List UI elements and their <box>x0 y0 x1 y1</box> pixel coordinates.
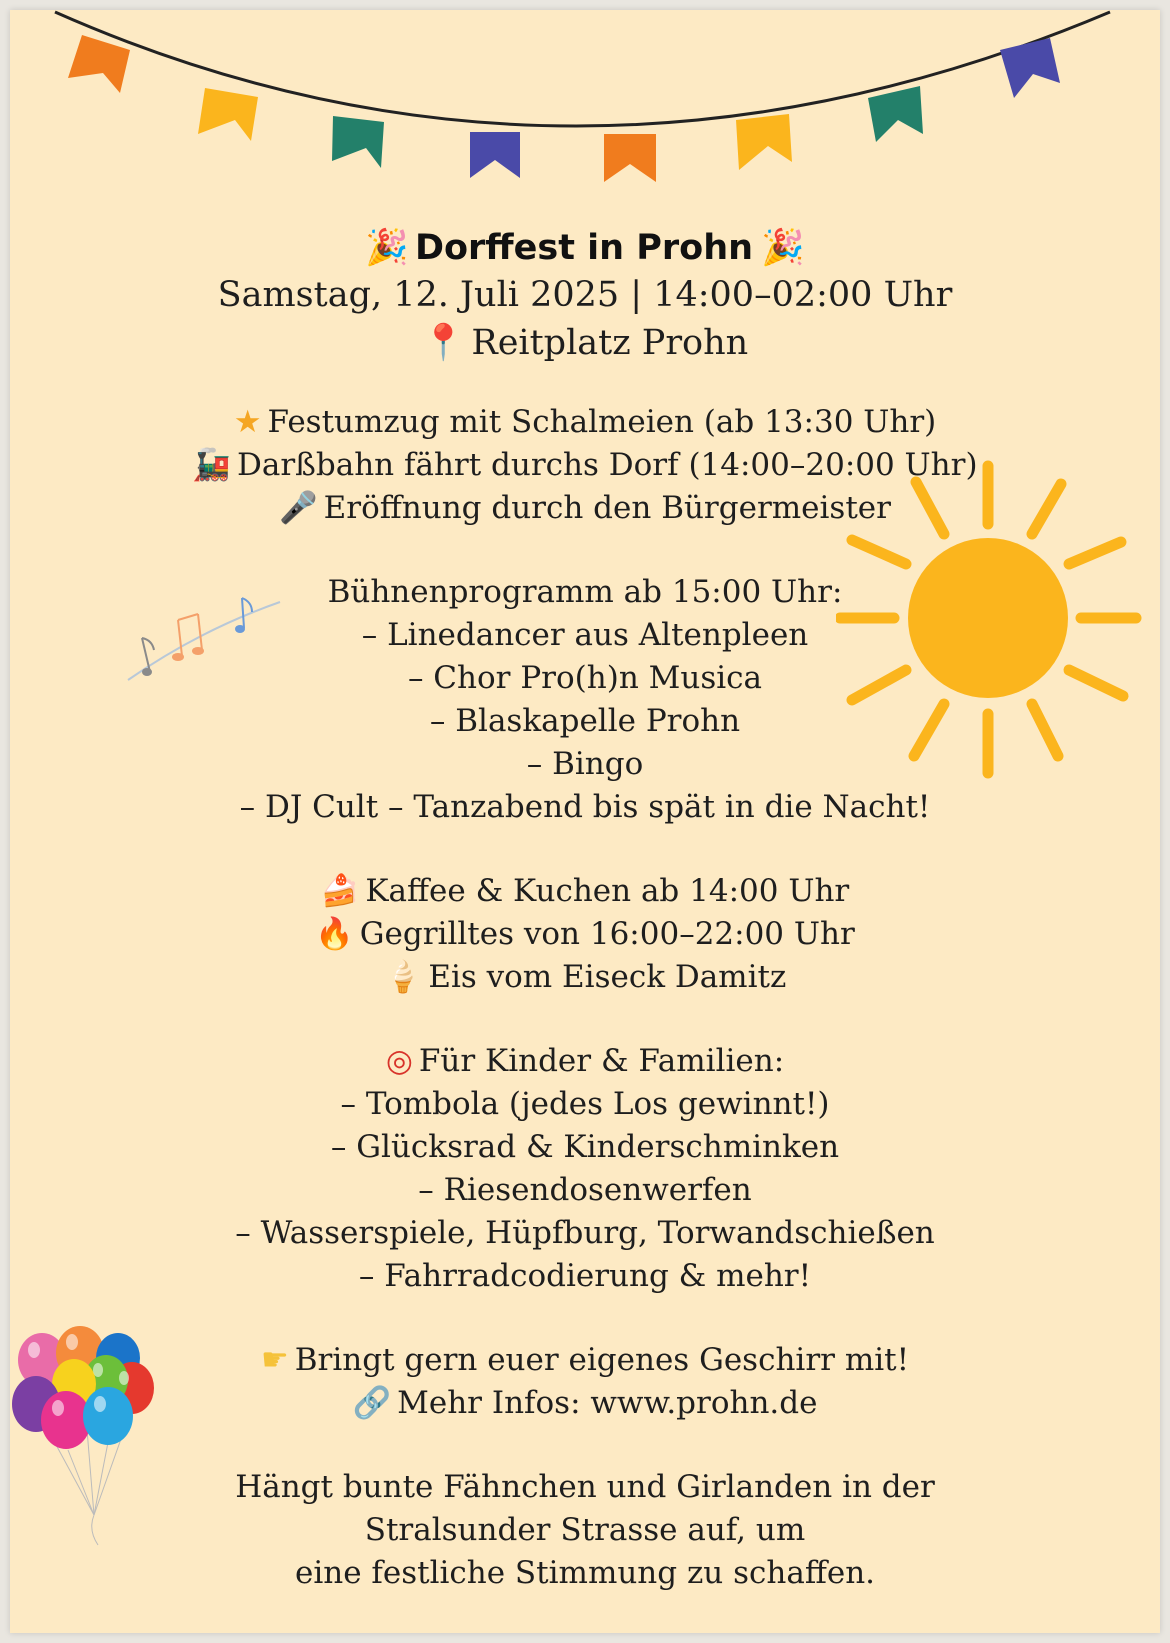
note-item: ☛ Bringt gern euer eigenes Geschirr mit! <box>10 1339 1160 1382</box>
kids-item: – Riesendosenwerfen <box>418 1172 752 1208</box>
event-date: Samstag, 12. Juli 2025 | 14:00–02:00 Uhr <box>217 275 953 315</box>
train-icon: 🚂 <box>192 447 232 483</box>
stage-program-item: – Chor Pro(h)n Musica <box>407 660 763 696</box>
stage-program-item: – Linedancer aus Altenpleen <box>361 617 809 653</box>
microphone-icon: 🎤 <box>279 490 318 526</box>
flyer <box>10 10 1160 1633</box>
pointing-hand-icon: ☛ <box>260 1342 289 1378</box>
kids-item: – Glücksrad & Kinderschminken <box>330 1129 840 1165</box>
note-item[interactable] <box>10 1382 1160 1425</box>
stage-program-item: – DJ Cult – Tanzabend bis spät in die Nacht! <box>239 789 931 825</box>
highlight-item: ★ Festumzug mit Schalmeien (ab 13:30 Uhr) <box>10 401 1160 444</box>
pin-icon: 📍 <box>421 323 466 363</box>
highlight-item: 🎤 Eröffnung durch den Bürgermeister <box>10 487 1160 530</box>
closing-line: Stralsunder Strasse auf, um <box>364 1512 806 1548</box>
bunting-flags <box>68 35 1060 182</box>
flyer-text <box>10 225 1160 1595</box>
kids-heading: ◎ Für Kinder & Familien: <box>10 1040 1160 1083</box>
stage-program-heading: Bühnenprogramm ab 15:00 Uhr: <box>327 574 843 610</box>
star-icon: ★ <box>233 404 262 440</box>
party-popper-icon: 🎉 <box>761 228 805 268</box>
kids-item: – Wasserspiele, Hüpfburg, Torwandschießen <box>235 1215 935 1251</box>
closing-line: Hängt bunte Fähnchen und Girlanden in der <box>235 1469 935 1505</box>
food-item: 🔥 Gegrilltes von 16:00–22:00 Uhr <box>10 913 1160 956</box>
closing-line: eine festliche Stimmung zu schaffen. <box>294 1555 876 1591</box>
website-link[interactable]: Mehr Infos: www.prohn.de <box>397 1385 818 1421</box>
food-item: 🍰 Kaffee & Kuchen ab 14:00 Uhr <box>10 870 1160 913</box>
cake-icon: 🍰 <box>320 873 360 909</box>
food-item: 🍦 Eis vom Eiseck Damitz <box>10 956 1160 999</box>
stage-program-item: – Bingo <box>526 746 644 782</box>
kids-item: – Tombola (jedes Los gewinnt!) <box>340 1086 830 1122</box>
highlight-item: 🚂 Darßbahn fährt durchs Dorf (14:00–20:00 Uhr) <box>10 444 1160 487</box>
party-popper-icon: 🎉 <box>365 228 409 268</box>
ice-cream-icon: 🍦 <box>383 959 423 995</box>
bunting-garland <box>10 10 1160 200</box>
target-icon: ◎ <box>385 1043 413 1079</box>
event-title: 🎉 Dorffest in Prohn 🎉 <box>10 225 1160 271</box>
fire-icon: 🔥 <box>315 916 354 952</box>
kids-item: – Fahrradcodierung & mehr! <box>358 1258 812 1294</box>
link-icon: 🔗 <box>352 1385 392 1421</box>
stage-program-item: – Blaskapelle Prohn <box>429 703 741 739</box>
event-location: 📍 Reitplatz Prohn <box>10 319 1160 367</box>
